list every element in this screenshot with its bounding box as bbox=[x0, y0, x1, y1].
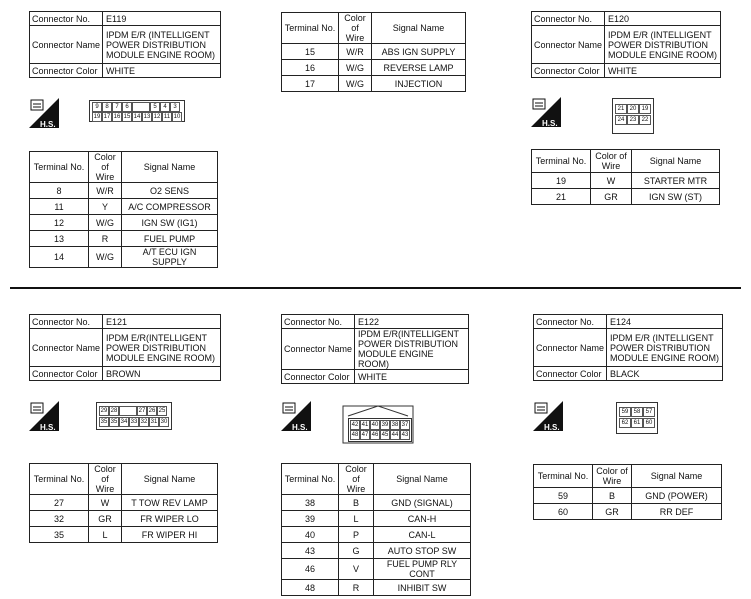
connector-pin: 20 bbox=[627, 104, 639, 114]
table-row bbox=[534, 504, 722, 520]
wire-color-cell: W/R bbox=[89, 183, 122, 199]
connector-color-label: Connector Color bbox=[30, 64, 103, 78]
table-row bbox=[30, 527, 218, 543]
table-row bbox=[282, 44, 466, 60]
table-row bbox=[30, 215, 218, 231]
harness-side-icon bbox=[281, 401, 311, 433]
harness-side-icon bbox=[531, 97, 561, 129]
connector-pin: 27 bbox=[138, 408, 146, 414]
terminal-no-cell: 21 bbox=[532, 189, 591, 205]
connector-pin: 44 bbox=[391, 432, 399, 438]
connector-pin: 3 bbox=[170, 102, 180, 112]
connector-pin: 19 bbox=[639, 104, 651, 114]
connector-name-label: Connector Name bbox=[30, 26, 103, 64]
svg-text:H.S.: H.S. bbox=[40, 120, 56, 129]
table-row bbox=[30, 199, 218, 215]
connector-pin: 11 bbox=[163, 114, 171, 120]
connector-pin: 57 bbox=[643, 407, 655, 417]
terminal-no-cell: 35 bbox=[30, 527, 89, 543]
wire-color-cell: GR bbox=[593, 504, 632, 520]
connector-name-value: IPDM E/R(INTELLIGENT POWER DISTRIBUTION MODULE ENGINE ROOM) bbox=[355, 329, 469, 370]
connector-info-e124 bbox=[533, 314, 723, 381]
wire-color-cell: P bbox=[339, 527, 374, 543]
terminal-no-cell: 43 bbox=[282, 543, 339, 559]
terminal-no-cell: 32 bbox=[30, 511, 89, 527]
svg-text:H.S.: H.S. bbox=[292, 423, 308, 432]
connector-pin: 35 bbox=[100, 419, 108, 425]
connector-pin: 26 bbox=[148, 408, 156, 414]
terminal-no-header: Terminal No. bbox=[282, 13, 339, 44]
connector-pin: 22 bbox=[639, 115, 651, 125]
connector-info-e121 bbox=[29, 314, 221, 381]
connector-no-value: E119 bbox=[103, 12, 221, 26]
signal-name-cell: STARTER MTR bbox=[632, 173, 720, 189]
table-row bbox=[532, 173, 720, 189]
wire-color-cell: L bbox=[89, 527, 122, 543]
wire-color-cell: L bbox=[339, 511, 374, 527]
signal-name-header: Signal Name bbox=[632, 150, 720, 173]
signal-name-cell: A/C COMPRESSOR bbox=[122, 199, 218, 215]
connector-pin: 38 bbox=[391, 422, 399, 428]
connector-name-value: IPDM E/R (INTELLIGENT POWER DISTRIBUTION MODULE ENGINE ROOM) bbox=[103, 26, 221, 64]
connector-pin: 42 bbox=[351, 422, 359, 428]
signal-name-cell: FUEL PUMP RLY CONT bbox=[374, 559, 471, 580]
terminal-table-e120 bbox=[531, 149, 720, 205]
terminal-no-cell: 46 bbox=[282, 559, 339, 580]
signal-name-cell: CAN-H bbox=[374, 511, 471, 527]
connector-no-label: Connector No. bbox=[30, 315, 103, 329]
connector-pin: 24 bbox=[615, 115, 627, 125]
connector-pin: 43 bbox=[401, 432, 409, 438]
terminal-no-cell: 59 bbox=[534, 488, 593, 504]
connector-pin: 5 bbox=[150, 102, 160, 112]
table-row bbox=[282, 60, 466, 76]
connector-pin: 46 bbox=[371, 432, 379, 438]
wire-color-header: Color of Wire bbox=[89, 152, 122, 183]
table-row bbox=[534, 488, 722, 504]
connector-color-value: WHITE bbox=[103, 64, 221, 78]
wire-color-header: Color of Wire bbox=[89, 464, 122, 495]
connector-color-value: WHITE bbox=[355, 370, 469, 384]
connector-pin: 37 bbox=[401, 422, 409, 428]
connector-pin: 47 bbox=[361, 432, 369, 438]
terminal-no-header: Terminal No. bbox=[30, 152, 89, 183]
wire-color-header: Color of Wire bbox=[593, 465, 632, 488]
connector-name-label: Connector Name bbox=[30, 329, 103, 367]
section-divider bbox=[10, 287, 741, 289]
connector-pin: 4 bbox=[160, 102, 170, 112]
connector-pin: 40 bbox=[371, 422, 379, 428]
connector-color-label: Connector Color bbox=[534, 367, 607, 381]
connector-pin: 13 bbox=[143, 114, 151, 120]
connector-name-value: IPDM E/R(INTELLIGENT POWER DISTRIBUTION MODULE ENGINE ROOM) bbox=[103, 329, 221, 367]
connector-info-e120 bbox=[531, 11, 721, 78]
svg-text:H.S.: H.S. bbox=[542, 119, 558, 128]
connector-pin: 31 bbox=[150, 419, 158, 425]
signal-name-cell: ABS IGN SUPPLY bbox=[372, 44, 466, 60]
harness-side-icon bbox=[29, 98, 59, 130]
connector-no-label: Connector No. bbox=[534, 315, 607, 329]
terminal-no-cell: 13 bbox=[30, 231, 89, 247]
terminal-table-e119-cont bbox=[281, 12, 466, 92]
connector-pin: 62 bbox=[619, 418, 631, 428]
signal-name-cell: CAN-L bbox=[374, 527, 471, 543]
terminal-table-e121 bbox=[29, 463, 218, 543]
wire-color-cell: G bbox=[339, 543, 374, 559]
terminal-no-cell: 38 bbox=[282, 495, 339, 511]
connector-pin: 60 bbox=[643, 418, 655, 428]
connector-pin: 33 bbox=[130, 419, 138, 425]
connector-pin: 19 bbox=[93, 114, 101, 120]
terminal-no-header: Terminal No. bbox=[30, 464, 89, 495]
connector-pin: 7 bbox=[112, 102, 122, 112]
signal-name-cell: A/T ECU IGN SUPPLY bbox=[122, 247, 218, 268]
terminal-no-cell: 14 bbox=[30, 247, 89, 268]
connector-pin: 41 bbox=[361, 422, 369, 428]
table-row bbox=[282, 495, 471, 511]
terminal-no-cell: 48 bbox=[282, 580, 339, 596]
table-row bbox=[282, 543, 471, 559]
signal-name-cell: INHIBIT SW bbox=[374, 580, 471, 596]
wire-color-cell: GR bbox=[591, 189, 632, 205]
table-row bbox=[282, 527, 471, 543]
table-row bbox=[30, 247, 218, 268]
connector-name-label: Connector Name bbox=[532, 26, 605, 64]
signal-name-header: Signal Name bbox=[122, 464, 218, 495]
harness-side-icon bbox=[533, 401, 563, 433]
terminal-table-e122 bbox=[281, 463, 471, 596]
signal-name-cell: REVERSE LAMP bbox=[372, 60, 466, 76]
wire-color-cell: W bbox=[89, 495, 122, 511]
connector-face-e124 bbox=[616, 402, 658, 434]
wire-color-cell: GR bbox=[89, 511, 122, 527]
table-row bbox=[30, 511, 218, 527]
connector-no-label: Connector No. bbox=[30, 12, 103, 26]
connector-pin: 17 bbox=[103, 114, 111, 120]
table-row bbox=[282, 76, 466, 92]
connector-pin: 16 bbox=[113, 114, 121, 120]
wire-color-cell: R bbox=[339, 580, 374, 596]
terminal-no-cell: 40 bbox=[282, 527, 339, 543]
svg-text:H.S.: H.S. bbox=[40, 423, 56, 432]
svg-text:H.S.: H.S. bbox=[544, 423, 560, 432]
wire-color-cell: W bbox=[591, 173, 632, 189]
connector-pin: 30 bbox=[160, 419, 168, 425]
wire-color-cell: R bbox=[89, 231, 122, 247]
connector-color-value: BROWN bbox=[103, 367, 221, 381]
connector-pin: 61 bbox=[631, 418, 643, 428]
connector-face-e119 bbox=[89, 100, 185, 122]
connector-face-e121 bbox=[96, 402, 172, 430]
connector-pin: 28 bbox=[110, 408, 118, 414]
terminal-no-cell: 39 bbox=[282, 511, 339, 527]
connector-key-slot bbox=[132, 102, 150, 112]
connector-pin: 23 bbox=[627, 115, 639, 125]
terminal-no-cell: 8 bbox=[30, 183, 89, 199]
terminal-no-cell: 19 bbox=[532, 173, 591, 189]
wire-color-cell: W/G bbox=[339, 76, 372, 92]
connector-name-label: Connector Name bbox=[534, 329, 607, 367]
signal-name-cell: FUEL PUMP bbox=[122, 231, 218, 247]
signal-name-cell: T TOW REV LAMP bbox=[122, 495, 218, 511]
terminal-table-e124 bbox=[533, 464, 722, 520]
terminal-no-header: Terminal No. bbox=[532, 150, 591, 173]
terminal-no-cell: 17 bbox=[282, 76, 339, 92]
connector-no-label: Connector No. bbox=[282, 315, 355, 329]
wire-color-cell: B bbox=[593, 488, 632, 504]
connector-pin: 58 bbox=[631, 407, 643, 417]
connector-pin: 45 bbox=[381, 432, 389, 438]
connector-pin: 6 bbox=[122, 102, 132, 112]
connector-face-e120 bbox=[612, 98, 654, 134]
connector-color-label: Connector Color bbox=[282, 370, 355, 384]
connector-no-label: Connector No. bbox=[532, 12, 605, 26]
harness-side-icon bbox=[29, 401, 59, 433]
signal-name-cell: IGN SW (IG1) bbox=[122, 215, 218, 231]
connector-no-value: E122 bbox=[355, 315, 469, 329]
table-row bbox=[282, 511, 471, 527]
terminal-no-cell: 16 bbox=[282, 60, 339, 76]
connector-pin: 12 bbox=[153, 114, 161, 120]
signal-name-cell: O2 SENS bbox=[122, 183, 218, 199]
terminal-no-cell: 15 bbox=[282, 44, 339, 60]
connector-face-e122 bbox=[348, 418, 412, 442]
table-row bbox=[282, 580, 471, 596]
connector-info-e122 bbox=[281, 314, 469, 384]
connector-pin: 25 bbox=[158, 408, 166, 414]
connector-pin: 8 bbox=[102, 102, 112, 112]
wire-color-cell: W/G bbox=[89, 247, 122, 268]
connector-pin: 9 bbox=[92, 102, 102, 112]
terminal-no-header: Terminal No. bbox=[534, 465, 593, 488]
wire-color-cell: V bbox=[339, 559, 374, 580]
connector-name-label: Connector Name bbox=[282, 329, 355, 370]
connector-key-slot bbox=[119, 406, 137, 416]
connector-pin: 10 bbox=[173, 114, 181, 120]
terminal-no-header: Terminal No. bbox=[282, 464, 339, 495]
signal-name-cell: IGN SW (ST) bbox=[632, 189, 720, 205]
wire-color-cell: W/G bbox=[339, 60, 372, 76]
signal-name-header: Signal Name bbox=[374, 464, 471, 495]
signal-name-cell: FR WIPER HI bbox=[122, 527, 218, 543]
wire-color-cell: Y bbox=[89, 199, 122, 215]
signal-name-header: Signal Name bbox=[122, 152, 218, 183]
terminal-no-cell: 12 bbox=[30, 215, 89, 231]
connector-pin: 21 bbox=[615, 104, 627, 114]
table-row bbox=[30, 495, 218, 511]
wire-color-header: Color of Wire bbox=[591, 150, 632, 173]
wire-color-header: Color of Wire bbox=[339, 464, 374, 495]
connector-pin: 15 bbox=[123, 114, 131, 120]
connector-pin: 14 bbox=[133, 114, 141, 120]
signal-name-cell: GND (SIGNAL) bbox=[374, 495, 471, 511]
wire-color-cell: W/G bbox=[89, 215, 122, 231]
terminal-no-cell: 60 bbox=[534, 504, 593, 520]
signal-name-cell: GND (POWER) bbox=[632, 488, 722, 504]
wire-color-cell: W/R bbox=[339, 44, 372, 60]
signal-name-header: Signal Name bbox=[372, 13, 466, 44]
connector-info-e119 bbox=[29, 11, 221, 78]
terminal-no-cell: 27 bbox=[30, 495, 89, 511]
connector-name-value: IPDM E/R (INTELLIGENT POWER DISTRIBUTION MODULE ENGINE ROOM) bbox=[607, 329, 723, 367]
connector-pin: 39 bbox=[381, 422, 389, 428]
connector-pin: 59 bbox=[619, 407, 631, 417]
connector-pin: 29 bbox=[100, 408, 108, 414]
table-row bbox=[30, 183, 218, 199]
connector-pin: 32 bbox=[140, 419, 148, 425]
signal-name-header: Signal Name bbox=[632, 465, 722, 488]
connector-name-value: IPDM E/R (INTELLIGENT POWER DISTRIBUTION MODULE ENGINE ROOM) bbox=[605, 26, 721, 64]
connector-no-value: E124 bbox=[607, 315, 723, 329]
connector-pin: 48 bbox=[351, 432, 359, 438]
signal-name-cell: FR WIPER LO bbox=[122, 511, 218, 527]
wire-color-cell: B bbox=[339, 495, 374, 511]
terminal-no-cell: 11 bbox=[30, 199, 89, 215]
connector-no-value: E120 bbox=[605, 12, 721, 26]
signal-name-cell: AUTO STOP SW bbox=[374, 543, 471, 559]
connector-pin: 35 bbox=[110, 419, 118, 425]
connector-color-label: Connector Color bbox=[532, 64, 605, 78]
table-row bbox=[282, 559, 471, 580]
connector-pin: 34 bbox=[120, 419, 128, 425]
connector-color-label: Connector Color bbox=[30, 367, 103, 381]
connector-color-value: BLACK bbox=[607, 367, 723, 381]
connector-color-value: WHITE bbox=[605, 64, 721, 78]
signal-name-cell: RR DEF bbox=[632, 504, 722, 520]
signal-name-cell: INJECTION bbox=[372, 76, 466, 92]
table-row bbox=[30, 231, 218, 247]
connector-no-value: E121 bbox=[103, 315, 221, 329]
wire-color-header: Color of Wire bbox=[339, 13, 372, 44]
table-row bbox=[532, 189, 720, 205]
terminal-table-e119 bbox=[29, 151, 218, 268]
